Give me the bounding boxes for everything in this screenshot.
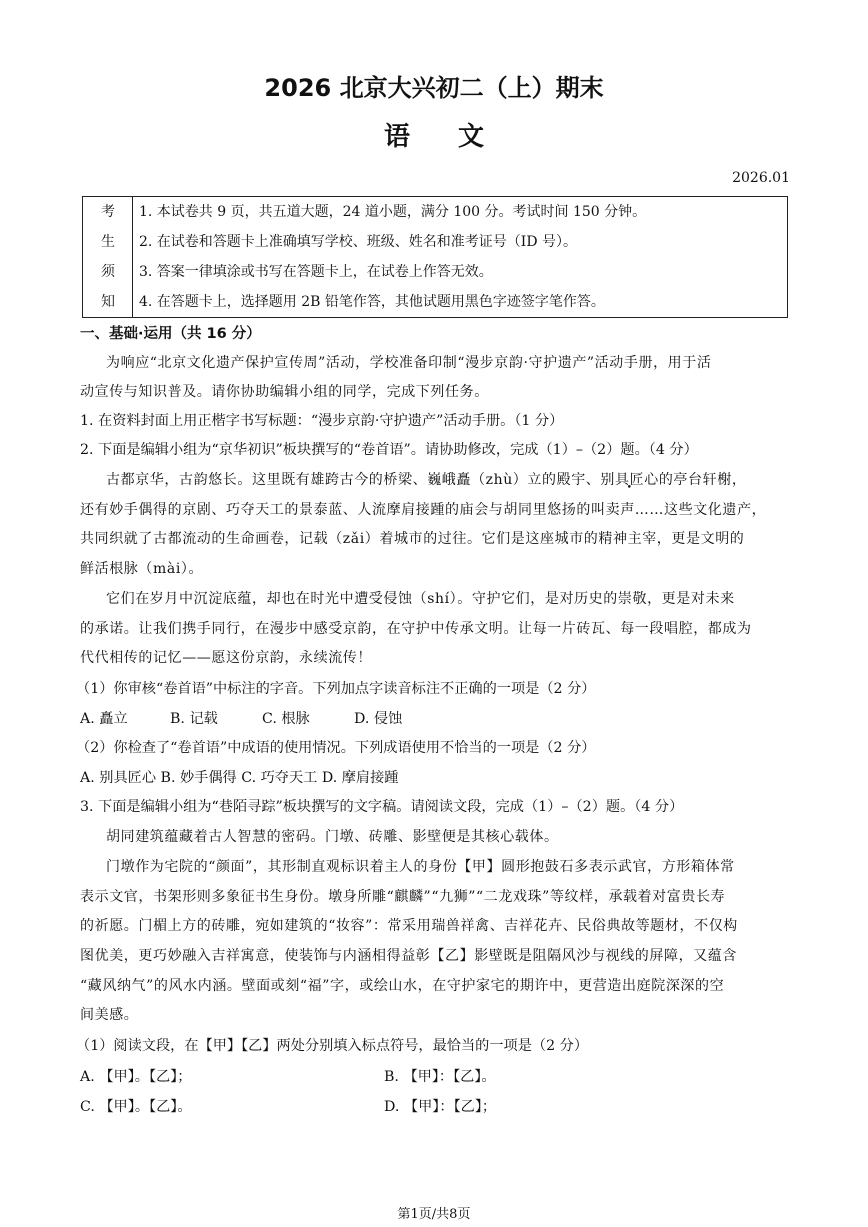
notice-box xyxy=(82,196,788,318)
notice-item: 1. 本试卷共 9 页，共五道大题，24 道小题，满分 100 分。考试时间 150 分钟。 xyxy=(139,204,647,220)
options-line: A. 别具匠心 B. 妙手偶得 C. 巧夺天工 D. 摩肩接踵 xyxy=(80,770,399,786)
passage-line: 共同织就了古都流动的生命画卷，记载（zǎi）着城市的过往。它们是这座城市的精神主宰，更是文明的 xyxy=(80,531,745,547)
question-2: 2. 下面是编辑小组为“京华初识”板块撰写的“卷首语”。请协助修改，完成（1）–（2）题。（4 分） xyxy=(80,442,698,458)
subquestion-3-1: （1）阅读文段，在【甲】【乙】两处分别填入标点符号，最恰当的一项是（2 分） xyxy=(76,1038,589,1054)
option-d: D. 【甲】：【乙】； xyxy=(384,1099,497,1115)
passage-line: 的承诺。让我们携手同行，在漫步中感受京韵，在守护中传承文明。让每一片砖瓦、每一段唱腔，都成为 xyxy=(80,621,752,637)
notice-item: 4. 在答题卡上，选择题用 2B 铅笔作答，其他试题用黑色字迹签字笔作答。 xyxy=(139,294,605,310)
passage-line: 的祈愿。门楣上方的砖雕，宛如建筑的“妆容”：常采用瑞兽祥禽、吉祥花卉、民俗典故等题材，不仅构 xyxy=(80,918,738,934)
subquestion-2-2: （2）你检查了“卷首语”中成语的使用情况。下列成语使用不恰当的一项是（2 分） xyxy=(76,740,596,756)
passage-line: 胡同建筑蕴藏着古人智慧的密码。门墩、砖雕、影壁便是其核心载体。 xyxy=(106,829,559,845)
question-3: 3. 下面是编辑小组为“巷陌寻踪”板块撰写的文字稿。请阅读文段，完成（1）–（2）题。（4 分） xyxy=(80,799,684,815)
option-a: A. 矗立 xyxy=(80,711,128,727)
passage-text: 古都京华，古韵悠长。这里既有雄跨古今的桥梁、巍峨矗（zhù）立的殿宇、 xyxy=(106,472,601,488)
option-b: B. 记载 xyxy=(170,711,218,727)
notice-item: 2. 在试卷和答题卡上准确填写学校、班级、姓名和准考证号（ID 号）。 xyxy=(139,234,578,250)
passage-text: 的亭台轩榭， xyxy=(658,472,747,488)
exam-date: 2026.01 xyxy=(732,170,790,186)
option-a: A. 【甲】。【乙】； xyxy=(80,1069,192,1085)
passage-line xyxy=(106,469,746,489)
passage-line: 还有妙手偶得的京剧、巧夺天工的景泰蓝、人流摩肩接踵的庙会与胡同里悠扬的叫卖声……这些文化遗产， xyxy=(80,502,767,518)
notice-item: 3. 答案一律填涂或书写在答题卡上，在试卷上作答无效。 xyxy=(139,264,493,280)
subquestion-2-1: （1）你审核“卷首语”中标注的字音。下列加点字读音标注不正确的一项是（2 分） xyxy=(76,681,596,697)
passage-line: 图优美，更巧妙融入吉祥寓意，使装饰与内涵相得益彰【乙】影壁既是阻隔风沙与视线的屏障，又蕴含 xyxy=(80,948,737,964)
notice-side-char: 考 xyxy=(101,204,115,220)
intro-line: 为响应“北京文化遗产保护宣传周”活动，学校准备印制“漫步京韵·守护遗产”活动手册，用于活 xyxy=(106,355,712,371)
passage-line: 表示文官，书架形则多象征书生身份。墩身所雕“麒麟”“九狮”“二龙戏珠”等纹样，承载着对富贵长寿 xyxy=(80,889,726,905)
subject-title xyxy=(0,116,868,153)
intro-line: 动宣传与知识普及。请你协助编辑小组的同学，完成下列任务。 xyxy=(80,384,489,400)
passage-line: 门墩作为宅院的“颜面”，其形制直观标识着主人的身份【甲】圆形抱鼓石多表示武官，方形箱体常 xyxy=(106,859,735,875)
passage-line: “藏风纳气”的风水内涵。壁面或刻“福”字，或绘山水，在守护家宅的期许中，更营造出庭院深深的空 xyxy=(80,978,725,994)
notice-side-char: 知 xyxy=(101,294,115,310)
passage-line: 间美感。 xyxy=(80,1007,139,1023)
option-c: C. 根脉 xyxy=(262,711,310,727)
option-b: B. 【甲】：【乙】。 xyxy=(384,1069,496,1085)
subject-char-1: 语 xyxy=(383,122,410,152)
subject-char-2: 文 xyxy=(458,122,485,152)
section-heading: 一、基础·运用（共 16 分） xyxy=(80,326,261,342)
question-1: 1. 在资料封面上用正楷字书写标题：“漫步京韵·守护遗产”活动手册。（1 分） xyxy=(80,413,564,429)
dotted-idiom: 别具匠心 xyxy=(600,472,659,488)
option-d: D. 侵蚀 xyxy=(354,711,403,727)
notice-side-char: 须 xyxy=(101,264,115,280)
page-title: 2026 北京大兴初二（上）期末 xyxy=(264,74,604,102)
passage-line: 鲜活根脉（mài）。 xyxy=(80,561,204,577)
notice-side-char: 生 xyxy=(101,234,115,250)
notice-side-label xyxy=(83,197,133,317)
page-number: 第1页/共8页 xyxy=(397,1207,471,1222)
option-c: C. 【甲】。【乙】。 xyxy=(80,1099,192,1115)
passage-line: 代代相传的记忆——愿这份京韵，永续流传！ xyxy=(80,650,372,666)
passage-line: 它们在岁月中沉淀底蕴，却也在时光中遭受侵蚀（shí）。守护它们，是对历史的崇敬，更是对未来 xyxy=(106,591,735,607)
